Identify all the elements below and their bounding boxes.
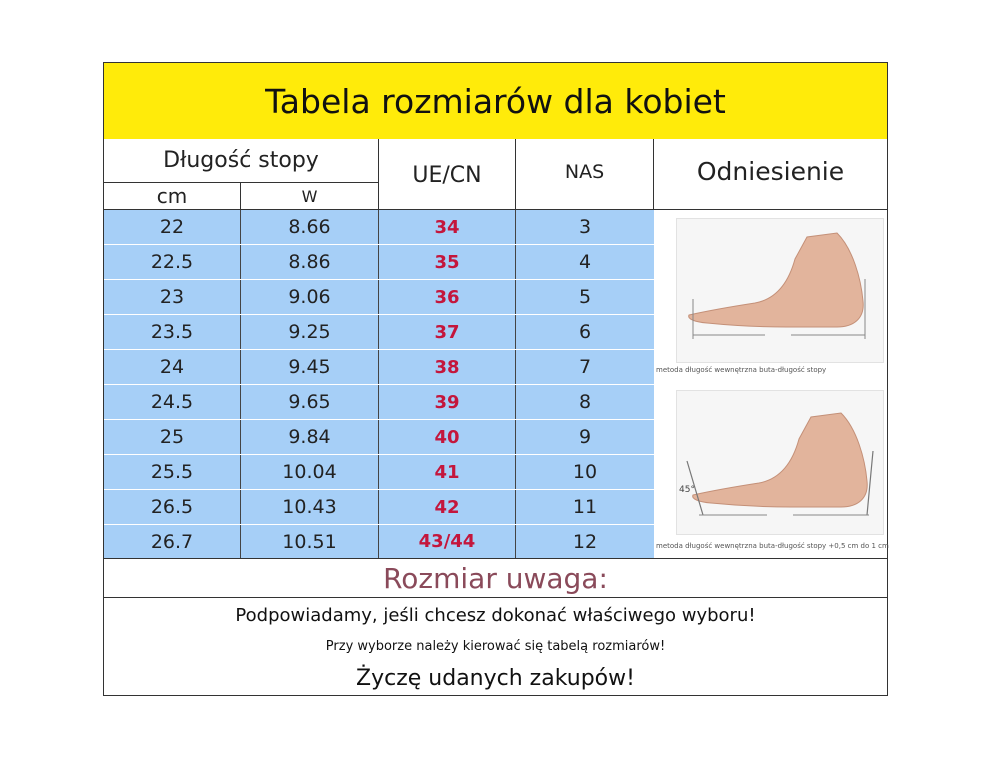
cm-cell: 23.5 xyxy=(104,315,241,349)
foot-angle-icon xyxy=(677,391,883,534)
table-row xyxy=(104,490,654,525)
us-cell: 7 xyxy=(578,356,592,378)
table-row xyxy=(104,280,654,315)
notes-line-1: Podpowiadamy, jeśli chcesz dokonać właściwego wyboru! xyxy=(235,605,756,626)
cm-cell: 22 xyxy=(104,210,241,244)
reference-caption-2: metoda długość wewnętrzna buta-długość stopy +0,5 cm do 1 cm xyxy=(656,542,889,550)
table-row xyxy=(104,210,654,245)
eu-cell: 42 xyxy=(379,490,516,524)
cm-cell: 24.5 xyxy=(104,385,241,419)
us-cell: 9 xyxy=(578,426,592,448)
w-cell: 9.06 xyxy=(241,280,379,314)
reference-caption-1: metoda długość wewnętrzna buta-długość stopy xyxy=(656,366,827,374)
chart-title: Tabela rozmiarów dla kobiet xyxy=(104,63,887,140)
header-reference: Odniesienie xyxy=(654,139,887,210)
us-cell: 3 xyxy=(578,216,592,238)
header-foot-length: Długość stopy xyxy=(104,139,379,183)
cm-cell: 22.5 xyxy=(104,245,241,279)
eu-cell: 37 xyxy=(379,315,516,349)
size-chart xyxy=(103,62,888,696)
foot-measure-image-1 xyxy=(676,218,884,363)
w-cell: 9.84 xyxy=(241,420,379,454)
table-row xyxy=(104,385,654,420)
table-row xyxy=(104,420,654,455)
table-row xyxy=(104,350,654,385)
us-cell: 6 xyxy=(578,321,592,343)
w-cell: 10.04 xyxy=(241,455,379,489)
cm-cell: 26.5 xyxy=(104,490,241,524)
w-cell: 10.43 xyxy=(241,490,379,524)
cm-cell: 24 xyxy=(104,350,241,384)
us-cell: 12 xyxy=(572,530,598,553)
notes-line-2: Przy wyborze należy kierować się tabelą rozmiarów! xyxy=(325,639,666,654)
reference-illustrations xyxy=(654,210,887,558)
header-w: W xyxy=(241,183,379,210)
cm-cell: 25.5 xyxy=(104,455,241,489)
notes-line-3: Życzę udanych zakupów! xyxy=(356,666,635,691)
us-cell: 5 xyxy=(578,286,592,308)
cm-cell: 23 xyxy=(104,280,241,314)
eu-cell: 39 xyxy=(379,385,516,419)
eu-cell: 36 xyxy=(379,280,516,314)
header-cm: cm xyxy=(104,183,241,210)
eu-cell: 40 xyxy=(379,420,516,454)
us-cell: 10 xyxy=(572,461,598,483)
foot-icon xyxy=(677,219,883,362)
w-cell: 8.66 xyxy=(241,210,379,244)
eu-cell: 35 xyxy=(379,245,516,279)
cm-cell: 26.7 xyxy=(104,525,241,558)
eu-cell: 38 xyxy=(379,350,516,384)
table-row xyxy=(104,245,654,280)
w-cell: 8.86 xyxy=(241,245,379,279)
cm-cell: 25 xyxy=(104,420,241,454)
eu-cell: 41 xyxy=(379,455,516,489)
angle-label: 45° xyxy=(679,485,695,495)
eu-cell: 43/44 xyxy=(379,525,516,558)
us-cell: 8 xyxy=(578,391,592,413)
header-us: NAS xyxy=(516,139,654,210)
foot-measure-image-2 xyxy=(676,390,884,535)
us-cell: 4 xyxy=(578,251,592,273)
w-cell: 10.51 xyxy=(241,525,379,558)
notes-title: Rozmiar uwaga: xyxy=(104,558,887,598)
eu-cell: 34 xyxy=(379,210,516,244)
w-cell: 9.45 xyxy=(241,350,379,384)
w-cell: 9.65 xyxy=(241,385,379,419)
header-eu-cn: UE/CN xyxy=(379,139,516,210)
w-cell: 9.25 xyxy=(241,315,379,349)
us-cell: 11 xyxy=(572,496,598,518)
table-row xyxy=(104,525,654,558)
table-row xyxy=(104,315,654,350)
table-row xyxy=(104,455,654,490)
